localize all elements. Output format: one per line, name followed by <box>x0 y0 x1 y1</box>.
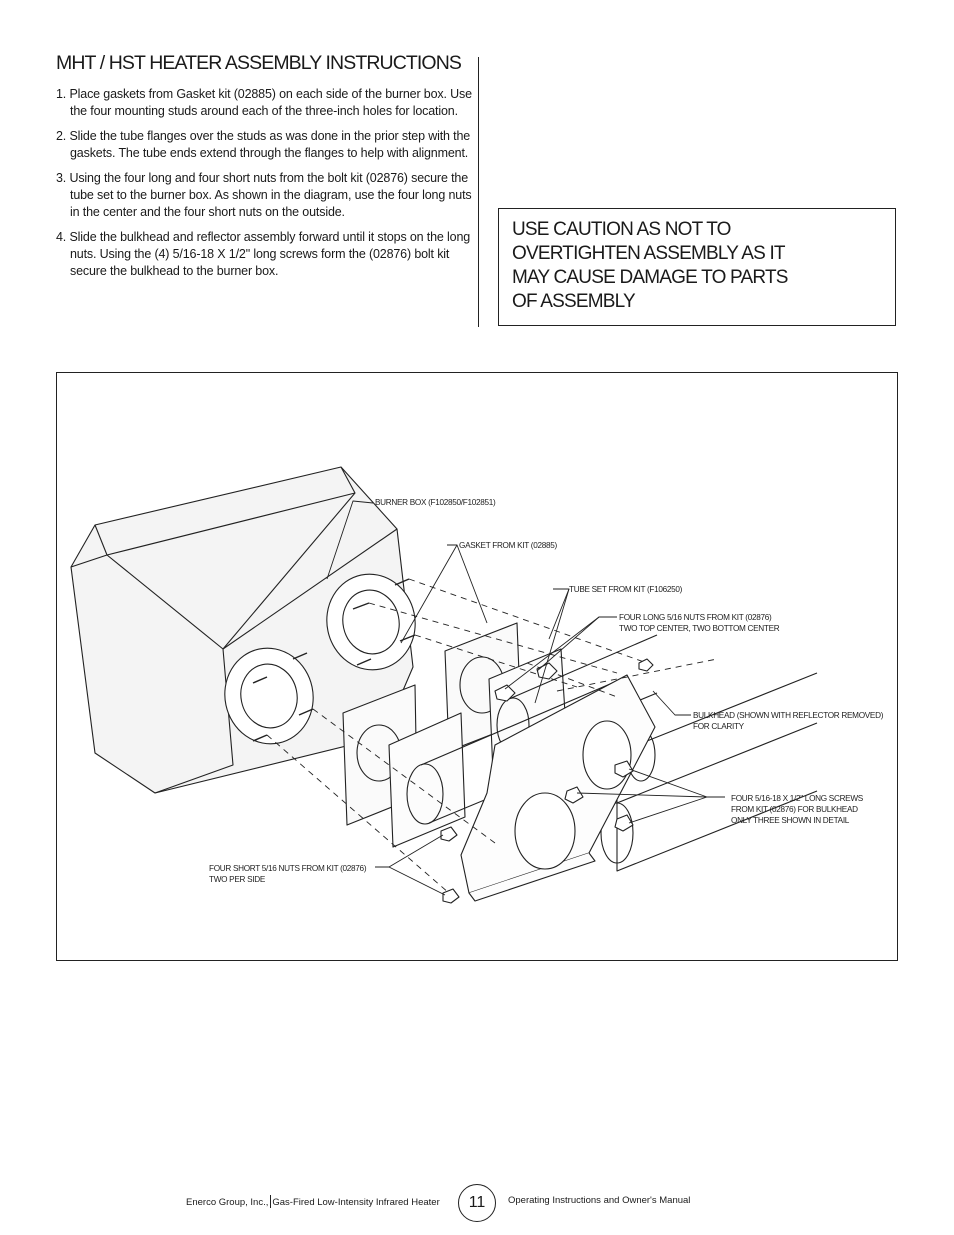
footer-product: Gas-Fired Low-Intensity Infrared Heater <box>272 1197 440 1208</box>
instruction-list <box>56 86 476 288</box>
callout-long-nuts-line-2: TWO TOP CENTER, TWO BOTTOM CENTER <box>619 624 780 633</box>
caution-line-2: OVERTIGHTEN ASSEMBLY AS IT <box>512 243 785 264</box>
instruction-step-2: 2. Slide the tube flanges over the studs as was done in the prior step with the gaskets. The tube ends extend through the flanges to help with alignment. <box>56 129 471 160</box>
callout-burner-box: BURNER BOX (F102850/F102851) <box>375 498 496 507</box>
instruction-step-1: 1. Place gaskets from Gasket kit (02885) on each side of the burner box. Use the four mounting studs around each of the three-inch holes for location. <box>56 87 472 118</box>
caution-line-3: MAY CAUSE DAMAGE TO PARTS <box>512 267 788 288</box>
footer-manual-title: Operating Instructions and Owner's Manual <box>508 1195 691 1206</box>
callout-short-nuts-line-1: FOUR SHORT 5/16 NUTS FROM KIT (02876) <box>209 864 367 873</box>
assembly-diagram <box>56 372 898 961</box>
callout-bulkhead-line-2: FOR CLARITY <box>693 722 744 731</box>
callout-screws-line-3: ONLY THREE SHOWN IN DETAIL <box>731 816 850 825</box>
callout-short-nuts-line-2: TWO PER SIDE <box>209 875 265 884</box>
instruction-step-4: 4. Slide the bulkhead and reflector assembly forward until it stops on the long nuts. Using the (4) 5/16-18 X 1/2" long screws form the (02876) bolt kit secure the bulkhead to the burner box. <box>56 230 471 278</box>
caution-line-4: OF ASSEMBLY <box>512 291 635 312</box>
callout-screws-line-1: FOUR 5/16-18 X 1/2" LONG SCREWS <box>731 794 863 803</box>
footer-company: Enerco Group, Inc., <box>186 1197 269 1208</box>
callout-bulkhead-line-1: BULKHEAD (SHOWN WITH REFLECTOR REMOVED) <box>693 711 884 720</box>
callout-screws-line-2: FROM KIT (02876) FOR BULKHEAD <box>731 805 858 814</box>
page-footer <box>0 1184 954 1224</box>
footer-left <box>186 1195 440 1208</box>
callout-long-nuts-line-1: FOUR LONG 5/16 NUTS FROM KIT (02876) <box>619 613 772 622</box>
page-number: 11 <box>458 1184 496 1222</box>
assembly-drawing <box>57 373 899 962</box>
instruction-step-3: 3. Using the four long and four short nuts from the bolt kit (02876) secure the tube set to the burner box. As shown in the diagram, use the four long nuts in the center and the four short nuts on the outside. <box>56 171 472 219</box>
callout-tube-set: TUBE SET FROM KIT (F106250) <box>569 585 683 594</box>
caution-line-1: USE CAUTION AS NOT TO <box>512 219 731 240</box>
column-divider <box>478 57 479 327</box>
caution-box <box>498 208 896 326</box>
callout-gasket: GASKET FROM KIT (02885) <box>459 541 557 550</box>
page-title: MHT / HST HEATER ASSEMBLY INSTRUCTIONS <box>56 52 461 74</box>
